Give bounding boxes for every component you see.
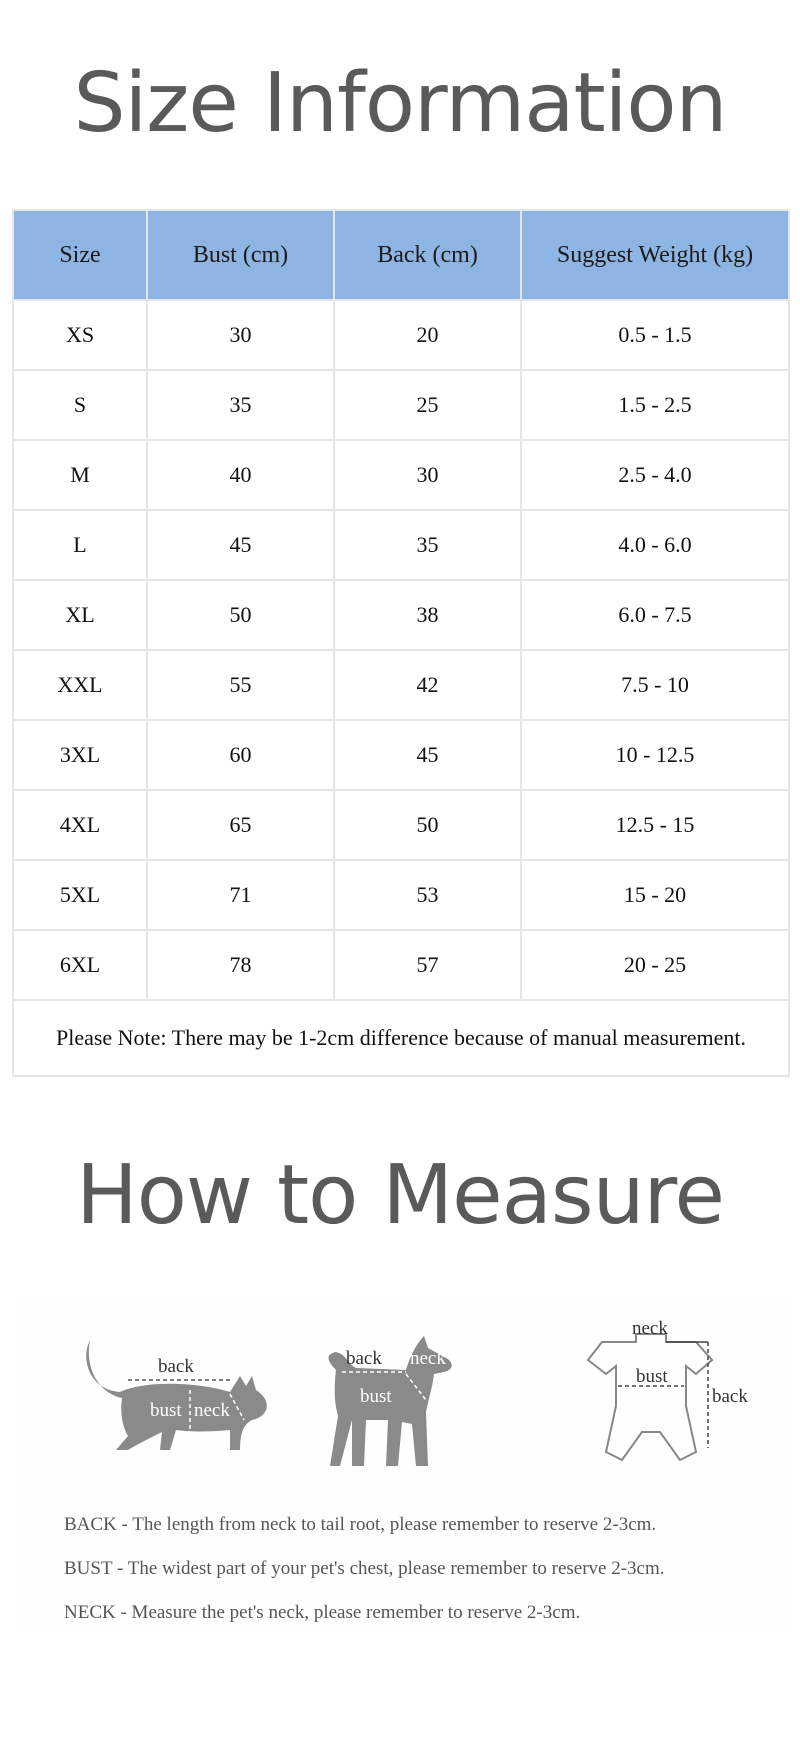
cell-size: XS: [13, 300, 147, 370]
size-information-title: Size Information: [73, 56, 727, 151]
dog-back-label: back: [346, 1348, 382, 1369]
table-header-row: [13, 210, 789, 300]
cell-bust: 45: [147, 510, 334, 580]
cat-neck-label: neck: [194, 1400, 230, 1421]
garment-neck-label: neck: [632, 1320, 668, 1339]
cell-back: 20: [334, 300, 521, 370]
table-row: [13, 370, 789, 440]
cell-back: 42: [334, 650, 521, 720]
table-row: [13, 930, 789, 1000]
table-row: [13, 300, 789, 370]
size-chart-table: [12, 209, 790, 1077]
header-size: Size: [13, 210, 147, 300]
table-row: [13, 720, 789, 790]
cell-back: 30: [334, 440, 521, 510]
header-weight: Suggest Weight (kg): [521, 210, 789, 300]
back-description: BACK - The length from neck to tail root, please remember to reserve 2-3cm.: [64, 1514, 657, 1535]
dog-bust-label: bust: [360, 1386, 392, 1407]
bust-description: BUST - The widest part of your pet's chest, please remember to reserve 2-3cm.: [64, 1558, 665, 1579]
cat-measure-figure: [80, 1320, 280, 1460]
cell-back: 38: [334, 580, 521, 650]
cell-weight: 6.0 - 7.5: [521, 580, 789, 650]
cell-size: XL: [13, 580, 147, 650]
cell-size: 5XL: [13, 860, 147, 930]
cat-back-label: back: [158, 1356, 194, 1377]
table-row: [13, 510, 789, 580]
cell-bust: 35: [147, 370, 334, 440]
cell-size: XXL: [13, 650, 147, 720]
cat-silhouette-icon: [80, 1320, 280, 1460]
cell-weight: 1.5 - 2.5: [521, 370, 789, 440]
cell-weight: 2.5 - 4.0: [521, 440, 789, 510]
garment-outline-icon: [556, 1320, 756, 1470]
cell-bust: 55: [147, 650, 334, 720]
table-row: [13, 860, 789, 930]
cell-bust: 71: [147, 860, 334, 930]
cell-weight: 20 - 25: [521, 930, 789, 1000]
dog-measure-figure: [316, 1320, 486, 1470]
garment-bust-label: bust: [636, 1366, 668, 1387]
header-bust: Bust (cm): [147, 210, 334, 300]
neck-description: NECK - Measure the pet's neck, please remember to reserve 2-3cm.: [64, 1602, 581, 1623]
table-row: [13, 440, 789, 510]
cell-back: 35: [334, 510, 521, 580]
dog-silhouette-icon: [316, 1320, 486, 1470]
garment-measure-figure: [556, 1320, 756, 1470]
cell-size: L: [13, 510, 147, 580]
cell-size: 6XL: [13, 930, 147, 1000]
cell-back: 53: [334, 860, 521, 930]
table-row: [13, 650, 789, 720]
cell-size: M: [13, 440, 147, 510]
cell-bust: 65: [147, 790, 334, 860]
measurement-note: Please Note: There may be 1-2cm difference because of manual measurement.: [13, 1000, 789, 1076]
cell-back: 45: [334, 720, 521, 790]
cell-size: S: [13, 370, 147, 440]
garment-back-label: back: [712, 1386, 748, 1407]
cell-weight: 0.5 - 1.5: [521, 300, 789, 370]
note-row: [13, 1000, 789, 1076]
cell-weight: 15 - 20: [521, 860, 789, 930]
cell-weight: 12.5 - 15: [521, 790, 789, 860]
measure-panel: [16, 1300, 788, 1630]
cell-size: 4XL: [13, 790, 147, 860]
header-back: Back (cm): [334, 210, 521, 300]
table-row: [13, 580, 789, 650]
table-row: [13, 790, 789, 860]
cat-bust-label: bust: [150, 1400, 182, 1421]
how-to-measure-title: How to Measure: [76, 1148, 724, 1243]
cell-back: 50: [334, 790, 521, 860]
cell-bust: 60: [147, 720, 334, 790]
cell-back: 25: [334, 370, 521, 440]
cell-weight: 7.5 - 10: [521, 650, 789, 720]
cell-weight: 10 - 12.5: [521, 720, 789, 790]
dog-neck-label: neck: [410, 1348, 446, 1369]
cell-weight: 4.0 - 6.0: [521, 510, 789, 580]
cell-bust: 50: [147, 580, 334, 650]
cell-back: 57: [334, 930, 521, 1000]
cell-size: 3XL: [13, 720, 147, 790]
cell-bust: 40: [147, 440, 334, 510]
cell-bust: 30: [147, 300, 334, 370]
cell-bust: 78: [147, 930, 334, 1000]
